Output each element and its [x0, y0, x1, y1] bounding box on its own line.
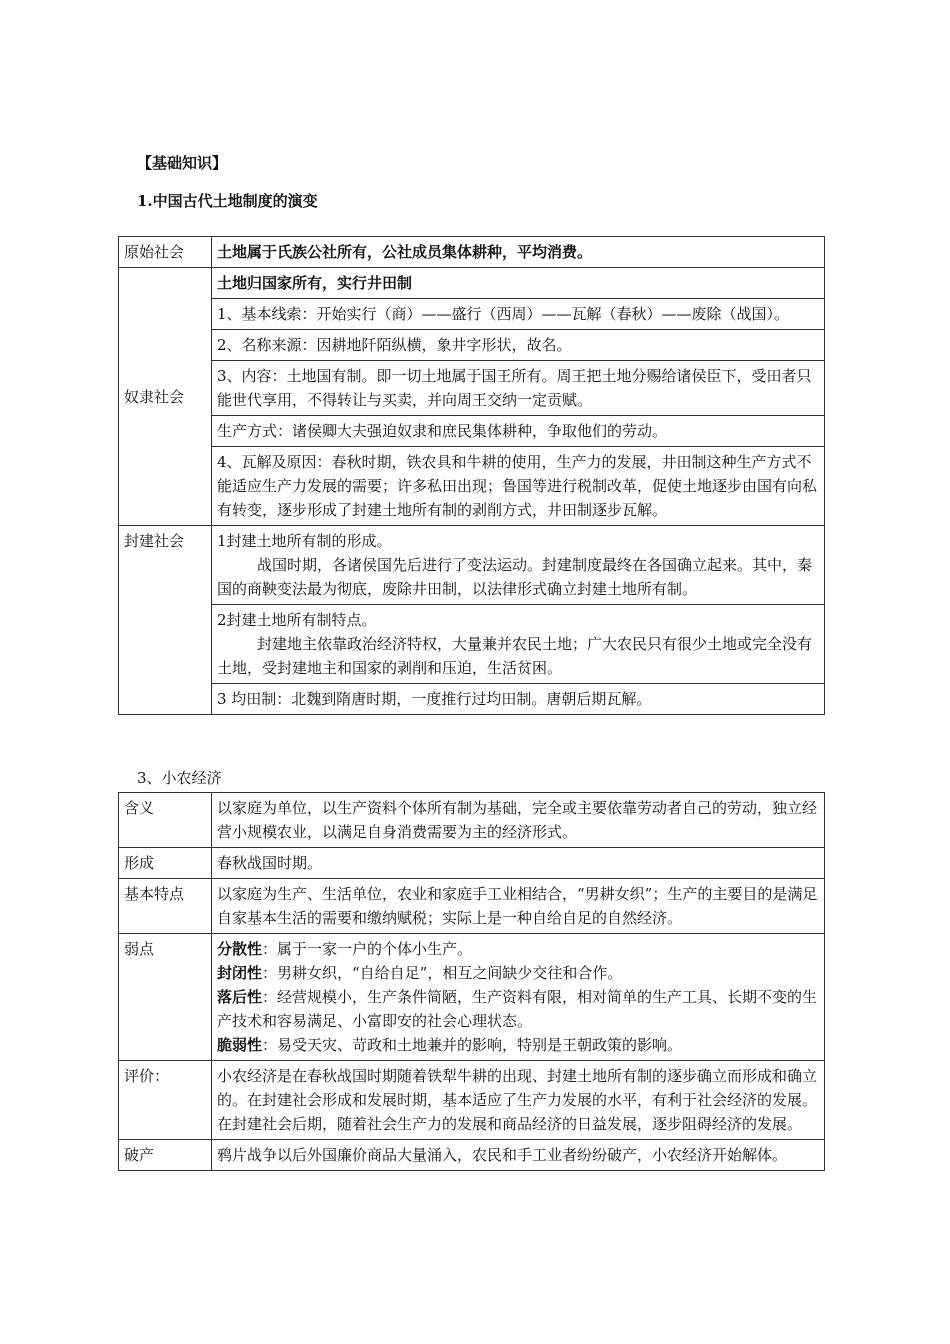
row-label: 封建社会: [119, 526, 212, 715]
table-row: [119, 1061, 825, 1140]
row-label: 含义: [119, 793, 212, 848]
table-row: [119, 416, 825, 447]
heading-small-peasant-economy: 3、小农经济: [137, 769, 222, 787]
table-row: [119, 447, 825, 526]
table-row: [119, 879, 825, 934]
table-row: [119, 299, 825, 330]
table-row: [119, 934, 825, 1061]
small-peasant-economy-table: [118, 792, 825, 1171]
heading-land-system: 1.中国古代土地制度的演变: [137, 192, 318, 210]
item-desc: ：易受天灾、苛政和土地兼并的影响，特别是王朝政策的影响。: [262, 1036, 683, 1054]
table-row: [119, 848, 825, 879]
item-term: 脆弱性: [217, 1036, 263, 1054]
item-term: 封闭性: [217, 964, 263, 982]
row-text: 鸦片战争以后外国廉价商品大量涌入，农民和手工业者纷纷破产，小农经济开始解体。: [212, 1140, 825, 1171]
paragraph-body: 封建地主依靠政治经济特权，大量兼并农民土地；广大农民只有很少土地或完全没有土地，受封建地主和国家的剥削和压迫，生活贫困。: [217, 635, 813, 677]
table-row: [119, 361, 825, 416]
list-item: [217, 1033, 819, 1057]
row-text: 3 均田制：北魏到隋唐时期，一度推行过均田制。唐朝后期瓦解。: [212, 684, 825, 715]
paragraph-title: 2封建土地所有制特点。: [217, 611, 377, 629]
table-row: [119, 605, 825, 684]
table-row: [119, 1140, 825, 1171]
row-label: 弱点: [119, 934, 212, 1061]
row-text: 生产方式：诸侯卿大夫强迫奴隶和庶民集体耕种，争取他们的劳动。: [212, 416, 825, 447]
row-text: 春秋战国时期。: [212, 848, 825, 879]
item-term: 落后性: [217, 988, 263, 1006]
list-item: [217, 937, 819, 961]
item-term: 分散性: [217, 940, 263, 958]
row-header: 土地归国家所有，实行井田制: [212, 268, 825, 299]
table-row: [119, 793, 825, 848]
row-label: 基本特点: [119, 879, 212, 934]
land-system-table: [118, 236, 825, 715]
row-label: 形成: [119, 848, 212, 879]
row-text: 3、内容：土地国有制。即一切土地属于国王所有。周王把土地分赐给诸侯臣下，受田者只能世代享用，不得转让与买卖，并向周王交纳一定贡赋。: [212, 361, 825, 416]
row-label: 破产: [119, 1140, 212, 1171]
row-text: 小农经济是在春秋战国时期随着铁犁牛耕的出现、封建土地所有制的逐步确立而形成和确立的。在封建社会形成和发展时期，基本适应了生产力发展的水平，有利于社会经济的发展。在封建社会后期，随着社会生产力的发展和商品经济的日益发展，逐步阻碍经济的发展。: [212, 1061, 825, 1140]
list-item: [217, 985, 819, 1033]
table-row: [119, 330, 825, 361]
item-desc: ：属于一家一户的个体小生产。: [262, 940, 473, 958]
list-item: [217, 961, 819, 985]
row-text: 土地属于氏族公社所有，公社成员集体耕种，平均消费。: [212, 237, 825, 268]
row-text: 2、名称来源：因耕地阡陌纵横，象井字形状，故名。: [212, 330, 825, 361]
row-label: 原始社会: [119, 237, 212, 268]
row-text: [212, 526, 825, 605]
paragraph-title: 1封建土地所有制的形成。: [217, 532, 392, 550]
paragraph-body: 战国时期，各诸侯国先后进行了变法运动。封建制度最终在各国确立起来。其中，秦国的商鞅变法最为彻底，废除井田制，以法律形式确立封建土地所有制。: [217, 556, 813, 598]
table-row: [119, 268, 825, 299]
section-title: 【基础知识】: [137, 154, 228, 172]
row-text: 以家庭为单位，以生产资料个体所有制为基础，完全或主要依靠劳动者自己的劳动，独立经营小规模农业，以满足自身消费需要为主的经济形式。: [212, 793, 825, 848]
row-text: [212, 605, 825, 684]
row-label: 奴隶社会: [119, 268, 212, 526]
table-row: [119, 684, 825, 715]
item-desc: ：男耕女织，“自给自足”，相互之间缺少交往和合作。: [262, 964, 623, 982]
item-desc: ：经营规模小，生产条件简陋，生产资料有限，相对简单的生产工具、长期不变的生产技术和容易满足、小富即安的社会心理状态。: [217, 988, 818, 1030]
row-text: 以家庭为生产、生活单位，农业和家庭手工业相结合，“男耕女织”；生产的主要目的是满足自家基本生活的需要和缴纳赋税；实际上是一种自给自足的自然经济。: [212, 879, 825, 934]
table-row: [119, 237, 825, 268]
row-text: 4、瓦解及原因：春秋时期，铁农具和牛耕的使用，生产力的发展，井田制这种生产方式不能适应生产力发展的需要；许多私田出现；鲁国等进行税制改革，促使土地逐步由国有向私有转变，逐步形成了封建土地所有制的剥削方式，井田制逐步瓦解。: [212, 447, 825, 526]
row-text: [212, 934, 825, 1061]
row-text: 1、基本线索：开始实行（商）——盛行（西周）——瓦解（春秋）——废除（战国）。: [212, 299, 825, 330]
row-label: 评价：: [119, 1061, 212, 1140]
table-row: [119, 526, 825, 605]
